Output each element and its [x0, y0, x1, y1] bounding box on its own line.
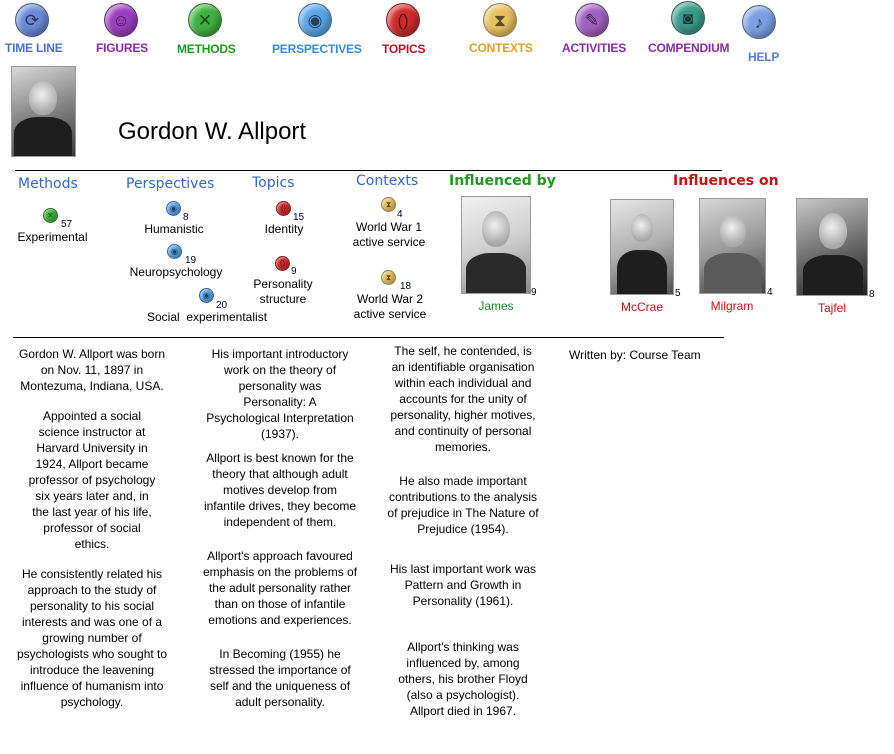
- perspective-neuropsychology[interactable]: Neuropsychology: [129, 265, 223, 279]
- nav-link-figures[interactable]: FIGURES: [96, 41, 148, 55]
- compendium-icon-glyph: ◙: [682, 8, 694, 28]
- topic-count: 15: [293, 212, 305, 223]
- perspective-humanistic[interactable]: Humanistic: [144, 222, 204, 236]
- divider-bottom: [13, 337, 724, 338]
- nav-link-help[interactable]: HELP: [748, 50, 780, 64]
- bio-paragraph: Allport's thinking was influenced by, among others, his brother Floyd (also a psychologist). Allport died in 1967.: [398, 640, 528, 718]
- james-portrait[interactable]: [461, 196, 531, 294]
- method-count: 57: [61, 219, 73, 230]
- contexts-icon-glyph: ⧗: [494, 10, 506, 30]
- perspectives-icon[interactable]: ◉: [166, 201, 181, 216]
- nav-link-perspectives[interactable]: PERSPECTIVES: [272, 42, 362, 56]
- influenced-by-heading: Influenced by: [449, 173, 556, 189]
- divider-top: [15, 170, 722, 171]
- context-count: 18: [400, 281, 412, 292]
- contexts-icon[interactable]: ⧗: [381, 197, 396, 212]
- contexts-icon[interactable]: [483, 3, 517, 37]
- nav-link-methods[interactable]: METHODS: [177, 42, 236, 56]
- nav-link-time-line[interactable]: TIME LINE: [5, 41, 63, 55]
- milgram-count: 4: [767, 287, 773, 298]
- tajfel-count: 8: [869, 289, 875, 300]
- help-icon[interactable]: [742, 5, 776, 39]
- compendium-icon[interactable]: [671, 1, 705, 35]
- nav-link-activities[interactable]: ACTIVITIES: [562, 41, 627, 55]
- bio-paragraph: Allport's approach favoured emphasis on the problems of the adult personality rather than on those of infantile emotions and experiences.: [202, 549, 358, 627]
- allport-portrait: [11, 66, 76, 157]
- help-icon-glyph: ♪: [754, 12, 764, 32]
- influences-on-heading: Influences on: [673, 173, 779, 189]
- mccrae-count: 5: [675, 288, 681, 299]
- perspectives-icon[interactable]: ◉: [199, 288, 214, 303]
- topics-icon[interactable]: [386, 3, 420, 37]
- timeline-icon-glyph: ⟳: [24, 10, 40, 30]
- topic-count: 9: [291, 266, 297, 277]
- method-experimental[interactable]: Experimental: [17, 230, 88, 244]
- nav-link-compendium[interactable]: COMPENDIUM: [648, 41, 730, 55]
- contexts-heading: Contexts: [356, 173, 419, 189]
- activities-icon[interactable]: [575, 3, 609, 37]
- perspectives-icon[interactable]: ◉: [167, 244, 182, 259]
- methods-icon-glyph: ✕: [197, 10, 213, 30]
- bio-paragraph: Gordon W. Allport was born on Nov. 11, 1897 in Montezuma, Indiana, USA.: [18, 347, 166, 393]
- bio-column-2: [202, 346, 358, 726]
- tajfel-portrait[interactable]: [796, 198, 868, 296]
- perspective-count: 8: [183, 212, 189, 223]
- topics-icon-glyph: (): [397, 10, 409, 30]
- topics-icon[interactable]: (): [275, 256, 290, 271]
- topics-icon[interactable]: (): [276, 201, 291, 216]
- bio-paragraph: The self, he contended, is an identifiable organisation within each individual and accounts for the unity of personality, higher motives, and continuity of personal memories.: [390, 344, 536, 454]
- perspective-count: 20: [216, 300, 228, 311]
- figures-icon[interactable]: [104, 3, 138, 37]
- james-count: 9: [531, 287, 537, 298]
- methods-heading: Methods: [18, 176, 78, 192]
- bio-paragraph: Allport is best known for the theory that although adult motives develop from infantile drives, they become independent of them.: [203, 451, 357, 529]
- bio-column-3: [386, 343, 540, 735]
- context-ww2[interactable]: World War 2 active service: [353, 292, 427, 321]
- context-ww1[interactable]: World War 1 active service: [352, 220, 426, 249]
- nav-link-contexts[interactable]: CONTEXTS: [469, 41, 533, 55]
- bio-paragraph: In Becoming (1955) he stressed the importance of self and the uniqueness of adult personality.: [209, 647, 351, 709]
- contexts-icon[interactable]: ⧗: [381, 270, 396, 285]
- milgram-link[interactable]: Milgram: [710, 299, 754, 313]
- tajfel-link[interactable]: Tajfel: [817, 301, 846, 315]
- methods-icon[interactable]: ✕: [43, 208, 58, 223]
- james-link[interactable]: James: [478, 299, 514, 313]
- bio-paragraph: His important introductory work on the theory of personality was Personality: A Psychological Interpretation (1937).: [206, 347, 354, 441]
- activities-icon-glyph: ✎: [584, 10, 600, 30]
- topics-heading: Topics: [252, 175, 295, 191]
- figures-icon-glyph: ☺: [112, 10, 130, 30]
- perspective-social-experimentalist[interactable]: Social experimentalist: [146, 310, 268, 324]
- timeline-icon[interactable]: [15, 3, 49, 37]
- bio-paragraph: He also made important contributions to the analysis of prejudice in The Nature of Prejudice (1954).: [387, 474, 539, 536]
- context-count: 4: [397, 209, 403, 220]
- written-by: Written by: Course Team: [569, 348, 701, 362]
- perspectives-icon-glyph: ◉: [307, 10, 323, 30]
- perspectives-icon[interactable]: [298, 3, 332, 37]
- page-title: Gordon W. Allport: [118, 118, 307, 145]
- bio-paragraph: Appointed a social science instructor at Harvard University in 1924, Allport became professor of psychology six years later and, in the last year of his life, professor of social ethics.: [28, 409, 156, 551]
- bio-paragraph: He consistently related his approach to the study of personality to his social interests and was one of a growing number of psychologists who sought to introduce the leavening influence of humanism into psychology.: [16, 567, 168, 709]
- bio-column-1: [12, 346, 172, 726]
- topic-identity[interactable]: Identity: [264, 222, 304, 236]
- milgram-portrait[interactable]: [699, 198, 766, 294]
- perspective-count: 19: [185, 255, 197, 266]
- topic-personality-structure[interactable]: Personality structure: [253, 277, 313, 306]
- mccrae-link[interactable]: McCrae: [620, 300, 663, 314]
- mccrae-portrait[interactable]: [610, 199, 674, 295]
- nav-link-topics[interactable]: TOPICS: [382, 42, 426, 56]
- methods-icon[interactable]: [188, 3, 222, 37]
- perspectives-heading: Perspectives: [126, 176, 215, 192]
- bio-paragraph: His last important work was Pattern and Growth in Personality (1961).: [389, 562, 537, 608]
